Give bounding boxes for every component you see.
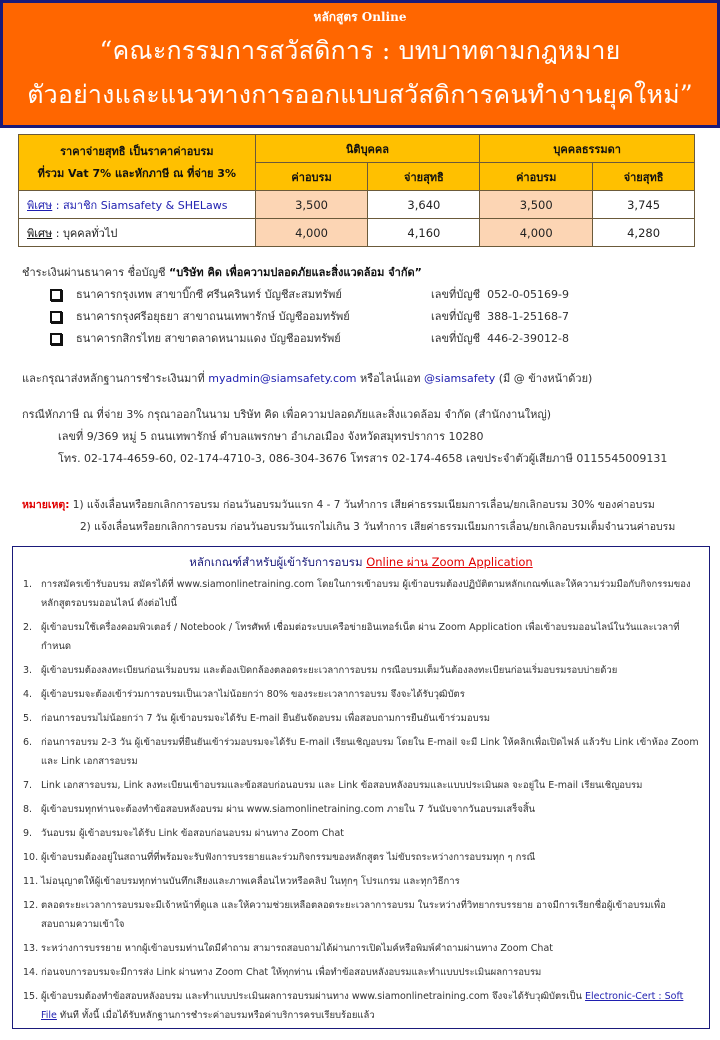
item-number: 13. (23, 943, 39, 954)
item-text: ก่อนการอบรม 2-3 วัน ผู้เข้าอบรมที่ยืนยันเข้าร่วมอบรมจะได้รับ E-mail เรียนเชิญอบรม โดยใน E-mail จะมี Link ให้คลิกเพื่อเปิดไฟล์ แล้วรับ Link เข้าห้อง Zoom และ Link เอกสารอบรม (41, 737, 699, 767)
item-number: 10. (23, 852, 39, 863)
payment-intro-text: ชำระเงินผ่านธนาคาร ชื่อบัญชี (22, 266, 169, 279)
item-text (41, 987, 699, 1025)
account-name: “บริษัท คิด เพื่อความปลอดภัยและสิ่งแวดล้อม จำกัด” (169, 266, 422, 279)
price-cell: 3,745 (593, 191, 695, 219)
subheader-net: จ่ายสุทธิ (368, 163, 480, 191)
price-cell: 4,000 (255, 219, 368, 247)
note-text: 1) แจ้งเลื่อนหรือยกเลิกการอบรม ก่อนวันอบรมวันแรก 4 - 7 วันทำการ เสียค่าธรรมเนียมการเลื่อน/ยกเลิกอบรม 30% ของค่าอบรม (72, 499, 655, 511)
course-title-line2: ตัวอย่างและแนวทางการออกแบบสวัสดิการคนทำงานยุคใหม่” (27, 80, 693, 109)
row-label-text: : สมาชิก Siamsafety & SHELaws (52, 198, 228, 212)
tax-withholding-info (22, 404, 712, 470)
bank-name: ธนาคารกสิกรไทย สาขาตลาดหนามแดง บัญชีออมทรัพย์ (76, 332, 341, 345)
item-text: ก่อนการอบรมไม่น้อยกว่า 7 วัน ผู้เข้าอบรมจะได้รับ E-mail ยืนยันจัดอบรม เพื่อสอบถามการยืนยันเข้าร่วมอบรม (41, 713, 490, 724)
price-table (18, 134, 695, 247)
bank-account (431, 306, 569, 328)
item-number: 15. (23, 991, 39, 1002)
note-item: 2) แจ้งเลื่อนหรือยกเลิกการอบรม ก่อนวันอบรมวันแรกไม่เกิน 3 วันทำการ เสียค่าธรรมเนียมการเลื่อน/ยกเลิกอบรมเต็มจำนวนค่าอบรม (80, 521, 676, 533)
subheader-fee: ค่าอบรม (480, 163, 593, 191)
proof-prefix: และกรุณาส่งหลักฐานการชำระเงินมาที่ (22, 372, 209, 385)
item-text: Link เอกสารอบรม, Link ลงทะเบียนเข้าอบรมและข้อสอบก่อนอบรม และ Link ข้อสอบหลังอบรมและแบบประเมินผล จะอยู่ใน E-mail เรียนเชิญอบรม (41, 780, 643, 791)
item-text: ผู้เข้าอบรมทุกท่านจะต้องทำข้อสอบหลังอบรม ผ่าน www.siamonlinetraining.com ภายใน 7 วันนับจากวันอบรมเสร็จสิ้น (41, 804, 536, 815)
item-text: ผู้เข้าอบรมใช้เครื่องคอมพิวเตอร์ / Notebook / โทรศัพท์ เชื่อมต่อระบบเครือข่ายอินเทอร์เน็ต ผ่าน Zoom Application เพื่อเข้าอบรมออนไลน์ในวันและเวลาที่กำหนด (41, 622, 680, 652)
item-text: ผู้เข้าอบรมจะต้องเข้าร่วมการอบรมเป็นเวลาไม่น้อยกว่า 80% ของระยะเวลาการอบรม จึงจะได้รับวุฒิบัตร (41, 689, 465, 700)
list-item (23, 824, 699, 843)
rules-title (13, 554, 709, 570)
item-text: การสมัครเข้ารับอบรม สมัครได้ที่ www.siamonlinetraining.com โดยในการเข้าอบรม ผู้เข้าอบรมต้องปฏิบัติตามหลักเกณฑ์และให้ความร่วมมือกับกิจกรรมของหลักสูตรอบรมออนไลน์ ดังต่อไปนี้ (41, 579, 691, 609)
price-cell: 3,500 (255, 191, 368, 219)
item-text: วันอบรม ผู้เข้าอบรมจะได้รับ Link ข้อสอบก่อนอบรม ผ่านทาง Zoom Chat (41, 828, 344, 839)
item-text: ระหว่างการบรรยาย หากผู้เข้าอบรมท่านใดมีคำถาม สามารถสอบถามได้ผ่านการเปิดไมค์หรือพิมพ์คำถามผ่านทาง Zoom Chat (41, 943, 553, 954)
payment-proof-instructions (22, 368, 592, 390)
checkbox-icon[interactable] (50, 289, 62, 301)
item-text: ก่อนจบการอบรมจะมีการส่ง Link ผ่านทาง Zoom Chat ให้ทุกท่าน เพื่อทำข้อสอบหลังอบรมและทำแบบประเมินผลการอบรม (41, 967, 542, 978)
payment-intro (22, 262, 712, 284)
price-cell: 4,000 (480, 219, 593, 247)
price-cell: 3,640 (368, 191, 480, 219)
electronic-cert-link[interactable]: Electronic-Cert : Soft File (41, 991, 684, 1021)
item-number: 8. (23, 804, 33, 815)
special-tag-link[interactable]: พิเศษ (27, 198, 53, 212)
bank-item (22, 328, 712, 350)
row-label-general (19, 219, 256, 247)
row-label-member (19, 191, 256, 219)
item-number: 7. (23, 780, 33, 791)
list-item (23, 987, 699, 1025)
rules-title-text: หลักเกณฑ์สำหรับผู้เข้ารับการอบรม (189, 555, 367, 569)
item-number: 9. (23, 828, 33, 839)
list-item (23, 618, 699, 656)
list-item (23, 848, 699, 867)
price-table-corner-header (19, 135, 256, 191)
checkbox-icon[interactable] (50, 311, 62, 323)
list-item (23, 575, 699, 613)
tax-line: กรณีหักภาษี ณ ที่จ่าย 3% กรุณาออกในนาม บริษัท คิด เพื่อความปลอดภัยและสิ่งแวดล้อม จำกัด (สำนักงานใหญ่) (22, 408, 552, 421)
list-item (23, 709, 699, 728)
item-text: ผู้เข้าอบรมต้องอยู่ในสถานที่ที่พร้อมจะรับฟังการบรรยายและร่วมกิจกรรมของหลักสูตร ไม่ขับรถระหว่างการอบรมทุก ๆ กรณี (41, 852, 536, 863)
item-number: 12. (23, 900, 39, 911)
checkbox-icon[interactable] (50, 333, 62, 345)
item-number: 3. (23, 665, 33, 676)
list-item (23, 800, 699, 819)
corner-line1: ราคาจ่ายสุทธิ เป็นราคาค่าอบรม (60, 144, 214, 158)
bank-name: ธนาคารกรุงศรีอยุธยา สาขาถนนเทพารักษ์ บัญชีออมทรัพย์ (76, 310, 350, 323)
item-number: 2. (23, 622, 33, 633)
bank-item (22, 306, 712, 328)
course-header-banner (0, 0, 720, 128)
company-contact: โทร. 02-174-4659-60, 02-174-4710-3, 086-304-3676 โทรสาร 02-174-4658 เลขประจำตัวผู้เสียภาษี 0115545009131 (58, 452, 668, 465)
subheader-fee: ค่าอบรม (255, 163, 368, 191)
bank-account (431, 284, 569, 306)
list-item (23, 733, 699, 771)
list-item (23, 776, 699, 795)
group-header-juristic: นิติบุคคล (255, 135, 480, 163)
item-number: 6. (23, 737, 33, 748)
line-id-link[interactable]: @siamsafety (424, 372, 496, 385)
account-label: เลขที่บัญชี (431, 310, 481, 323)
price-cell: 3,500 (480, 191, 593, 219)
table-row (19, 219, 695, 247)
item-text: ตลอดระยะเวลาการอบรมจะมีเจ้าหน้าที่ดูแล และให้ความช่วยเหลือตลอดระยะเวลาการอบรม ในระหว่างที่วิทยากรบรรยาย อาจมีการเรียกชื่อผู้เข้าอบรมเพื่อสอบถามความเข้าใจ (41, 900, 666, 930)
account-number: 388-1-25168-7 (487, 310, 569, 323)
list-item (23, 896, 699, 934)
price-cell: 4,280 (593, 219, 695, 247)
list-item (23, 685, 699, 704)
zoom-application-link[interactable]: Online ผ่าน Zoom Application (366, 555, 533, 569)
item15-text-after: ทันที ทั้งนี้ เมื่อได้รับหลักฐานการชำระค่าอบรมหรือค่าบริการครบเรียบร้อยแล้ว (56, 1010, 375, 1021)
note-item (22, 494, 717, 516)
payment-section (22, 262, 712, 350)
bank-item (22, 284, 712, 306)
group-header-individual: บุคคลธรรมดา (480, 135, 695, 163)
company-address: เลขที่ 9/369 หมู่ 5 ถนนเทพารักษ์ ตำบลแพรกษา อำเภอเมือง จังหวัดสมุทรปราการ 10280 (58, 430, 484, 443)
list-item (23, 661, 699, 680)
rules-list (13, 575, 709, 1025)
item-text: ผู้เข้าอบรมต้องลงทะเบียนก่อนเริ่มอบรม และต้องเปิดกล้องตลอดระยะเวลาการอบรม กรณีอบรมเต็มวันต้องลงทะเบียนก่อนเริ่มอบรมรอบบ่ายด้วย (41, 665, 618, 676)
row-label-text: : บุคคลทั่วไป (52, 226, 118, 240)
item-number: 11. (23, 876, 39, 887)
email-link[interactable]: myadmin@siamsafety.com (208, 372, 357, 385)
course-kicker: หลักสูตร Online (313, 10, 407, 24)
item15-text-before: ผู้เข้าอบรมต้องทำข้อสอบหลังอบรม และทำแบบประเมินผลการอบรมผ่านทาง www.siamonlinetraining.com จึงจะได้รับวุฒิบัตรเป็น (41, 991, 586, 1002)
subheader-net: จ่ายสุทธิ (593, 163, 695, 191)
corner-line2: ที่รวม Vat 7% และหักภาษี ณ ที่จ่าย 3% (37, 166, 236, 180)
bank-account (431, 328, 569, 350)
proof-suffix: (มี @ ข้างหน้าด้วย) (495, 372, 593, 385)
account-number: 052-0-05169-9 (487, 288, 569, 301)
item-number: 4. (23, 689, 33, 700)
item-text: ไม่อนุญาตให้ผู้เข้าอบรมทุกท่านบันทึกเสียงและภาพเคลื่อนไหวหรือคลิป ในทุกๆ โปรแกรม และทุกวิธีการ (41, 876, 460, 887)
notes-label: หมายเหตุ: (22, 499, 70, 511)
rules-box (12, 546, 710, 1029)
account-label: เลขที่บัญชี (431, 332, 481, 345)
item-number: 1. (23, 579, 33, 590)
proof-middle: หรือไลน์แอท (356, 372, 425, 385)
list-item (23, 939, 699, 958)
special-tag: พิเศษ (27, 226, 53, 240)
account-label: เลขที่บัญชี (431, 288, 481, 301)
bank-name: ธนาคารกรุงเทพ สาขาบิ๊กซี ศรีนครินทร์ บัญชีสะสมทรัพย์ (76, 288, 342, 301)
item-number: 14. (23, 967, 39, 978)
course-title-line1: “คณะกรรมการสวัสดิการ : บทบาทตามกฎหมาย (99, 36, 621, 65)
table-row (19, 191, 695, 219)
price-cell: 4,160 (368, 219, 480, 247)
list-item (23, 872, 699, 891)
notes-section (22, 494, 717, 538)
list-item (23, 963, 699, 982)
item-number: 5. (23, 713, 33, 724)
account-number: 446-2-39012-8 (487, 332, 569, 345)
